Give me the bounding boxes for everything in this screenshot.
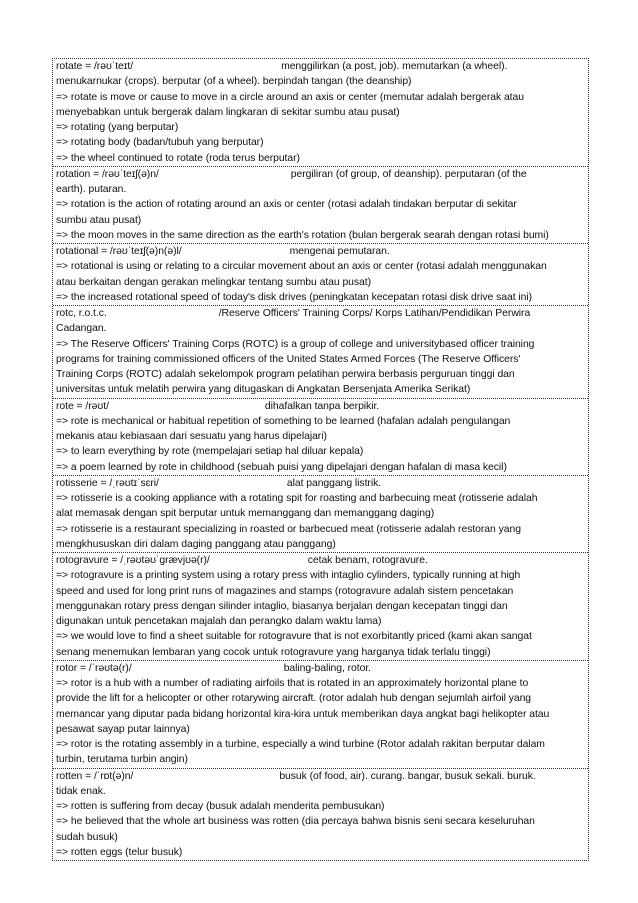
entry-line: => rotation is the action of rotating around an axis or center (rotasi adalah tindakan berputar di sekitar: [56, 199, 517, 211]
entry-line: sumbu atau pusat): [56, 214, 142, 226]
entry-term: rote = /rəʊt/: [56, 400, 109, 412]
entry-meaning: cetak benam, rotogravure.: [307, 555, 428, 566]
entry-term: rotisserie = /ˌrəʊtɪˈsɛri/: [56, 477, 159, 489]
entry-line: menyebabkan untuk bergerak dalam lingkaran di sekitar sumbu atau pusat): [56, 106, 400, 118]
entry-meaning: baling-baling, rotor.: [283, 662, 372, 674]
entry-headline: [56, 553, 586, 568]
entry-line: => he believed that the whole art business was rotten (dia percaya bahwa bisnis seni secara keseluruhan: [56, 816, 535, 828]
entry-line: atau berkaitan dengan gerakan melingkar tentang sumbu atau pusat): [56, 276, 372, 288]
entry-line: menukarnukar (crops). berputar (of a wheel). berpindah tangan (the deanship): [56, 76, 412, 88]
entry-line: => the wheel continued to rotate (roda terus berputar): [56, 152, 300, 164]
entry-line: => rotisserie is a restaurant specializing in roasted or barbecued meat (rotisserie adalah restoran yang: [56, 523, 521, 535]
entry-rotate: [53, 59, 588, 167]
entry-line: => the increased rotational speed of today's disk drives (peningkatan kecepatan rotasi disk drive saat ini): [56, 291, 533, 303]
entry-line: senang menemukan lembaran yang cocok untuk rotogravure yang harganya tidak terlalu tinggi): [56, 646, 491, 658]
entry-line: turbin, terutama turbin angin): [56, 754, 188, 766]
entry-term: rotor = /ˈrəʊtə(r)/: [56, 662, 132, 674]
entry-headline: [56, 306, 586, 321]
entry-term: rotate = /rəʊˈteɪt/: [56, 61, 134, 72]
entry-line: => rotating (yang berputar): [56, 122, 179, 133]
entry-line: mekanis atau kebiasaan dari sesuatu yang harus dipelajari): [56, 431, 327, 442]
entry-headline: [56, 167, 586, 182]
entry-line: pesawat sayap putar lainnya): [56, 723, 190, 735]
entry-meaning: dihafalkan tanpa berpikir.: [264, 400, 380, 412]
entry-rotogravure: [53, 553, 588, 661]
entry-headline: [56, 476, 586, 491]
entry-meaning: alat panggang listrik.: [286, 477, 382, 489]
entry-rote: [53, 399, 588, 476]
entry-line: => rotational is using or relating to a circular movement about an axis or center (rotasi adalah menggunakan: [56, 261, 547, 273]
entry-line: provide the lift for a helicopter or other rotarywing aircraft. (rotor adalah hub dengan sejumlah airfoil yang: [56, 693, 532, 705]
entry-line: => rotor is a hub with a number of radiating airfoils that is rotated in an approximately horizontal plane to: [56, 678, 529, 689]
entry-line: sudah busuk): [56, 831, 118, 843]
entry-term: rotten = /ˈrɒt(ə)n/: [56, 770, 134, 782]
entry-line: earth). putaran.: [56, 184, 127, 195]
entry-line: menggunakan rotary press dengan silinder intaglio, biasanya berjalan dengan kecepatan tinggi dan: [56, 600, 508, 612]
entry-line: Cadangan.: [56, 323, 107, 335]
entry-headline: [56, 244, 586, 259]
entry-line: digunakan untuk pencetakan majalah dan perangko dalam waktu lama): [56, 616, 382, 627]
entry-rotational: [53, 244, 588, 306]
entry-line: => a poem learned by rote in childhood (sebuah puisi yang dipelajari dengan hafalan di masa kecil): [56, 461, 507, 473]
entry-line: => rotogravure is a printing system using a rotary press with intaglio cylinders, typically running at high: [56, 570, 521, 582]
entry-meaning: /Reserve Officers' Training Corps/ Korps Latihan/Pendidikan Perwira: [218, 308, 531, 319]
entry-rotation: [53, 167, 588, 244]
entry-rotc: [53, 306, 588, 399]
entry-rotisserie: [53, 476, 588, 553]
entry-line: => the moon moves in the same direction as the earth's rotation (bulan bergerak searah dengan rotasi bumi): [56, 229, 549, 241]
entry-line: => we would love to find a sheet suitable for rotogravure that is not exorbitantly priced (kami akan sangat: [56, 631, 532, 643]
entry-term: rotc, r.o.t.c.: [56, 308, 107, 319]
entry-line: => rotor is the rotating assembly in a turbine, especially a wind turbine (Rotor adalah rakitan berputar dalam: [56, 739, 545, 750]
entry-line: => rotisserie is a cooking appliance with a rotating spit for roasting and barbecuing meat (rotisserie adalah: [56, 493, 538, 504]
entry-headline: [56, 59, 586, 74]
entry-line: => rotating body (badan/tubuh yang berputar): [56, 137, 264, 149]
entry-line: mengkhususkan diri dalam daging panggang atau panggang): [56, 538, 336, 550]
entry-line: => The Reserve Officers' Training Corps (ROTC) is a group of college and universitybased officer training: [56, 338, 535, 350]
entry-line: alat memasak dengan spit berputar untuk memanggang dan memanggang daging): [56, 508, 435, 520]
entry-headline: [56, 661, 586, 676]
entry-rotten: [53, 769, 588, 861]
entry-term: rotation = /rəʊˈteɪʃ(ə)n/: [56, 168, 159, 180]
entry-line: memancar yang diputar pada bidang horizontal kira-kira untuk memberikan daya angkat bagi helikopter atau: [56, 708, 550, 720]
entry-line: Training Corps (ROTC) adalah sekelompok program pelatihan perwira berbasis perguruan tinggi dan: [56, 369, 515, 380]
entry-line: tidak enak.: [56, 785, 106, 797]
entry-rotor: [53, 661, 588, 769]
entry-line: universitas untuk melatih perwira yang ditugaskan di Angkatan Bersenjata Amerika Serikat): [56, 384, 471, 396]
entry-meaning: menggilirkan (a post, job). memutarkan (a wheel).: [281, 61, 508, 72]
entry-line: programs for training commissioned officers of the United States Armed Forces (The Reserve Officers': [56, 353, 521, 365]
entry-headline: [56, 769, 586, 784]
entry-line: => rotten is suffering from decay (busuk adalah menderita pembusukan): [56, 801, 385, 812]
entry-term: rotogravure = /ˌrəʊtəʊˈɡrævjʊə(r)/: [56, 555, 210, 566]
entry-line: => rotten eggs (telur busuk): [56, 846, 183, 858]
entry-headline: [56, 399, 586, 414]
entry-line: => rotate is move or cause to move in a circle around an axis or center (memutar adalah bergerak atau: [56, 91, 524, 103]
entry-line: => to learn everything by rote (mempelajari setiap hal diluar kepala): [56, 446, 364, 458]
entry-meaning: mengenai pemutaran.: [289, 246, 390, 257]
entry-line: => rote is mechanical or habitual repetition of something to be learned (hafalan adalah pengulangan: [56, 415, 511, 427]
dictionary-document: [52, 58, 589, 861]
entry-line: speed and used for long print runs of magazines and stamps (rotogravure adalah sistem pencetakan: [56, 585, 514, 597]
entry-term: rotational = /rəʊˈteɪʃ(ə)n(ə)l/: [56, 246, 182, 257]
entry-meaning: pergiliran (of group, of deanship). perputaran (of the: [290, 168, 527, 180]
entry-meaning: busuk (of food, air). curang. bangar, busuk sekali. buruk.: [279, 770, 536, 782]
